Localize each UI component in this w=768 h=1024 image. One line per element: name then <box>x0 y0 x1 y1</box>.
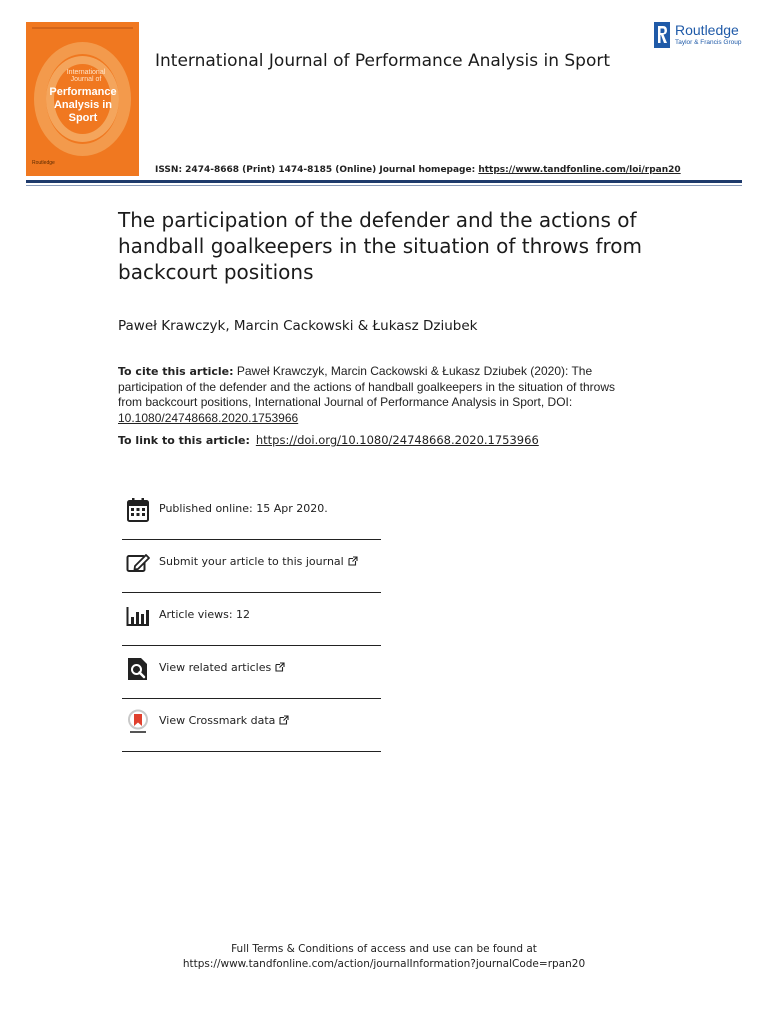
publisher-logo <box>654 22 746 52</box>
related-articles-link[interactable]: View related articles <box>159 661 285 674</box>
bar-chart-icon <box>126 603 150 629</box>
journal-cover <box>26 22 139 176</box>
submit-article-row[interactable] <box>122 540 381 593</box>
article-views-text: Article views: 12 <box>159 608 251 621</box>
search-document-icon <box>126 656 150 682</box>
related-articles-row[interactable] <box>122 646 381 699</box>
header-rule-thin <box>26 185 742 186</box>
citation-label: To cite this article: <box>118 365 234 378</box>
article-views-row <box>122 593 381 646</box>
footer <box>0 942 768 972</box>
external-link-icon <box>279 715 289 725</box>
footer-terms-text: Full Terms & Conditions of access and use can be found at <box>231 943 537 955</box>
cover-publisher: Routledge <box>32 160 55 166</box>
citation-text: Paweł Krawczyk, Marcin Cackowski & Łukasz Dziubek (2020): The participation of the defender and the actions of handball goalkeepers in the situation of throws from backcourt positions, International Journal of Performance Analysis in Sport, DOI: <box>118 364 615 409</box>
header-rule <box>26 180 742 183</box>
external-link-icon <box>275 662 285 672</box>
article-authors: Paweł Krawczyk, Marcin Cackowski & Łukasz Dziubek <box>118 318 478 334</box>
submit-article-link[interactable]: Submit your article to this journal <box>159 555 358 568</box>
cover-journal-big: Performance Analysis in Sport <box>49 86 117 124</box>
journal-title: International Journal of Performance Analysis in Sport <box>155 51 611 71</box>
publisher-name: Routledge <box>675 22 739 38</box>
crossmark-icon <box>126 709 150 735</box>
calendar-icon <box>126 497 150 523</box>
article-title: The participation of the defender and the actions of handball goalkeepers in the situation of throws from backcourt positions <box>118 208 642 284</box>
citation-doi-link[interactable]: 10.1080/24748668.2020.1753966 <box>118 410 299 425</box>
footer-terms-url[interactable]: https://www.tandfonline.com/action/journalInformation?journalCode=rpan20 <box>182 958 586 970</box>
journal-homepage-link[interactable]: https://www.tandfonline.com/loi/rpan20 <box>478 165 681 175</box>
routledge-logo-icon <box>654 22 670 48</box>
article-link-block <box>118 433 539 447</box>
publisher-group: Taylor & Francis Group <box>675 39 742 46</box>
published-online-row <box>122 487 381 540</box>
published-online-text: Published online: 15 Apr 2020. <box>159 502 328 515</box>
issn-text: ISSN: 2474-8668 (Print) 1474-8185 (Online) Journal homepage: <box>155 165 479 175</box>
issn-line <box>155 165 681 175</box>
crossmark-row[interactable] <box>122 699 381 752</box>
edit-icon <box>126 550 150 576</box>
cover-rule <box>32 27 133 29</box>
crossmark-link[interactable]: View Crossmark data <box>159 714 289 727</box>
article-doi-link[interactable]: https://doi.org/10.1080/24748668.2020.1753966 <box>255 433 539 447</box>
article-link-label: To link to this article: <box>118 434 250 447</box>
article-info-list <box>122 487 381 752</box>
cover-journal-small: International Journal of <box>66 69 106 83</box>
citation-block <box>118 364 618 426</box>
external-link-icon <box>348 556 358 566</box>
